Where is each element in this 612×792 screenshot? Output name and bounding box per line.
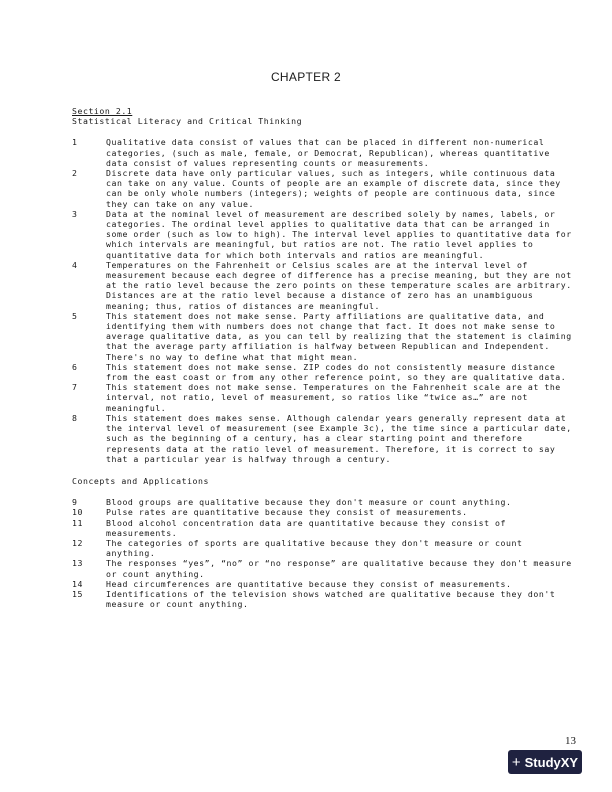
question-text: Discrete data have only particular values, such as integers, while continuous data can take on any value. Counts of people are an example of discrete data, since they can be only whole numbers (integers); weights of people are continuous data, since they can take on any value. — [106, 168, 561, 209]
question-item — [72, 538, 572, 558]
question-number: 6 — [72, 361, 78, 372]
question-text: The responses “yes”, “no” or “no response” are qualitative because they don't measure or count anything. — [106, 558, 572, 579]
question-item — [72, 168, 572, 209]
question-text: Blood alcohol concentration data are quantitative because they consist of measurements. — [106, 517, 506, 538]
question-text: Head circumferences are quantitative because they consist of measurements. — [106, 578, 512, 589]
question-item — [72, 507, 572, 517]
question-item — [72, 497, 572, 507]
question-number: 10 — [72, 507, 83, 518]
question-item — [72, 413, 572, 464]
question-text: This statement does not make sense. ZIP codes do not consistently measure distance from the east coast or from any other reference point, so they are qualitative data. — [106, 361, 567, 383]
question-text: The categories of sports are qualitative because they don't measure or count anything. — [106, 537, 523, 559]
question-number: 1 — [72, 137, 78, 148]
question-item — [72, 518, 572, 538]
question-item — [72, 260, 572, 311]
section-title: Statistical Literacy and Critical Thinking — [72, 116, 303, 127]
question-number: 12 — [72, 537, 83, 548]
literacy-question-list — [72, 137, 572, 464]
question-text: This statement does makes sense. Although calendar years generally represent data at the interval level of measurement (see Example 3c), the time since a particular date, such as the beginning of a century, has a clear starting point and therefore represents data at the ratio level of measurement. Therefore, it is correct to say that a particular year is halfway through a century. — [106, 412, 572, 464]
question-number: 2 — [72, 168, 78, 179]
question-item — [72, 558, 572, 578]
question-number: 13 — [72, 558, 83, 569]
question-item — [72, 311, 572, 362]
concepts-question-list — [72, 497, 572, 609]
page-number: 13 — [565, 735, 576, 747]
question-text: Data at the nominal level of measurement are described solely by names, labels, or categories. The ordinal level applies to qualitative data that can be arranged in some order (such as low to high). The interval level applies to quantitative data for which intervals are meaningful, but ratios are not. The ratio level applies to quantitative data for which both intervals and ratios are meaningful. — [106, 208, 572, 260]
question-number: 5 — [72, 310, 78, 321]
studyxy-logo — [508, 750, 582, 774]
concepts-heading: Concepts and Applications — [72, 475, 209, 486]
question-number: 9 — [72, 497, 78, 508]
logo-text: StudyXY — [524, 754, 579, 770]
question-item — [72, 579, 572, 589]
section-label: Section 2.1 — [72, 106, 133, 116]
question-text: Pulse rates are quantitative because they consist of measurements. — [106, 507, 468, 518]
question-number: 14 — [72, 578, 83, 589]
question-text: Temperatures on the Fahrenheit or Celsius scales are at the interval level of measurement because each degree of difference has a precise meaning, but they are not at the ratio level because the zero points on these temperature scales are arbitrary. Distances are at the ratio level because a distance of zero has an unambiguous meaning; thus, ratios of distances are meaningful. — [106, 259, 572, 311]
question-item — [72, 362, 572, 382]
question-number: 4 — [72, 259, 78, 270]
question-text: This statement does not make sense. Temperatures on the Fahrenheit scale are at the interval, not ratio, level of measurement, so ratios like “twice as…” are not meaningful. — [106, 382, 561, 413]
question-item — [72, 137, 572, 168]
chapter-title: CHAPTER 2 — [270, 70, 342, 84]
question-number: 3 — [72, 208, 78, 219]
question-text: Blood groups are qualitative because they don't measure or count anything. — [106, 497, 512, 508]
question-item — [72, 589, 572, 609]
page-content — [72, 106, 572, 609]
question-text: This statement does not make sense. Party affiliations are qualitative data, and identifying them with numbers does not change that fact. It does not make sense to average qualitative data, as you can tell by realizing that the statement is claiming that the average party affiliation is halfway between Republican and Independent. There's no way to define what that might mean. — [106, 310, 572, 362]
plus-icon: + — [511, 753, 521, 771]
question-item — [72, 382, 572, 413]
question-text: Identifications of the television shows watched are qualitative because they don't measure or count anything. — [106, 588, 556, 610]
question-number: 11 — [72, 517, 83, 528]
question-item — [72, 209, 572, 260]
section-header — [72, 106, 572, 126]
question-text: Qualitative data consist of values that can be placed in different non-numerical categories, (such as male, female, or Democrat, Republican), whereas quantitative data consist of values representing counts or measurements. — [106, 137, 550, 168]
question-number: 7 — [72, 382, 78, 393]
question-number: 8 — [72, 412, 78, 423]
question-number: 15 — [72, 588, 83, 599]
